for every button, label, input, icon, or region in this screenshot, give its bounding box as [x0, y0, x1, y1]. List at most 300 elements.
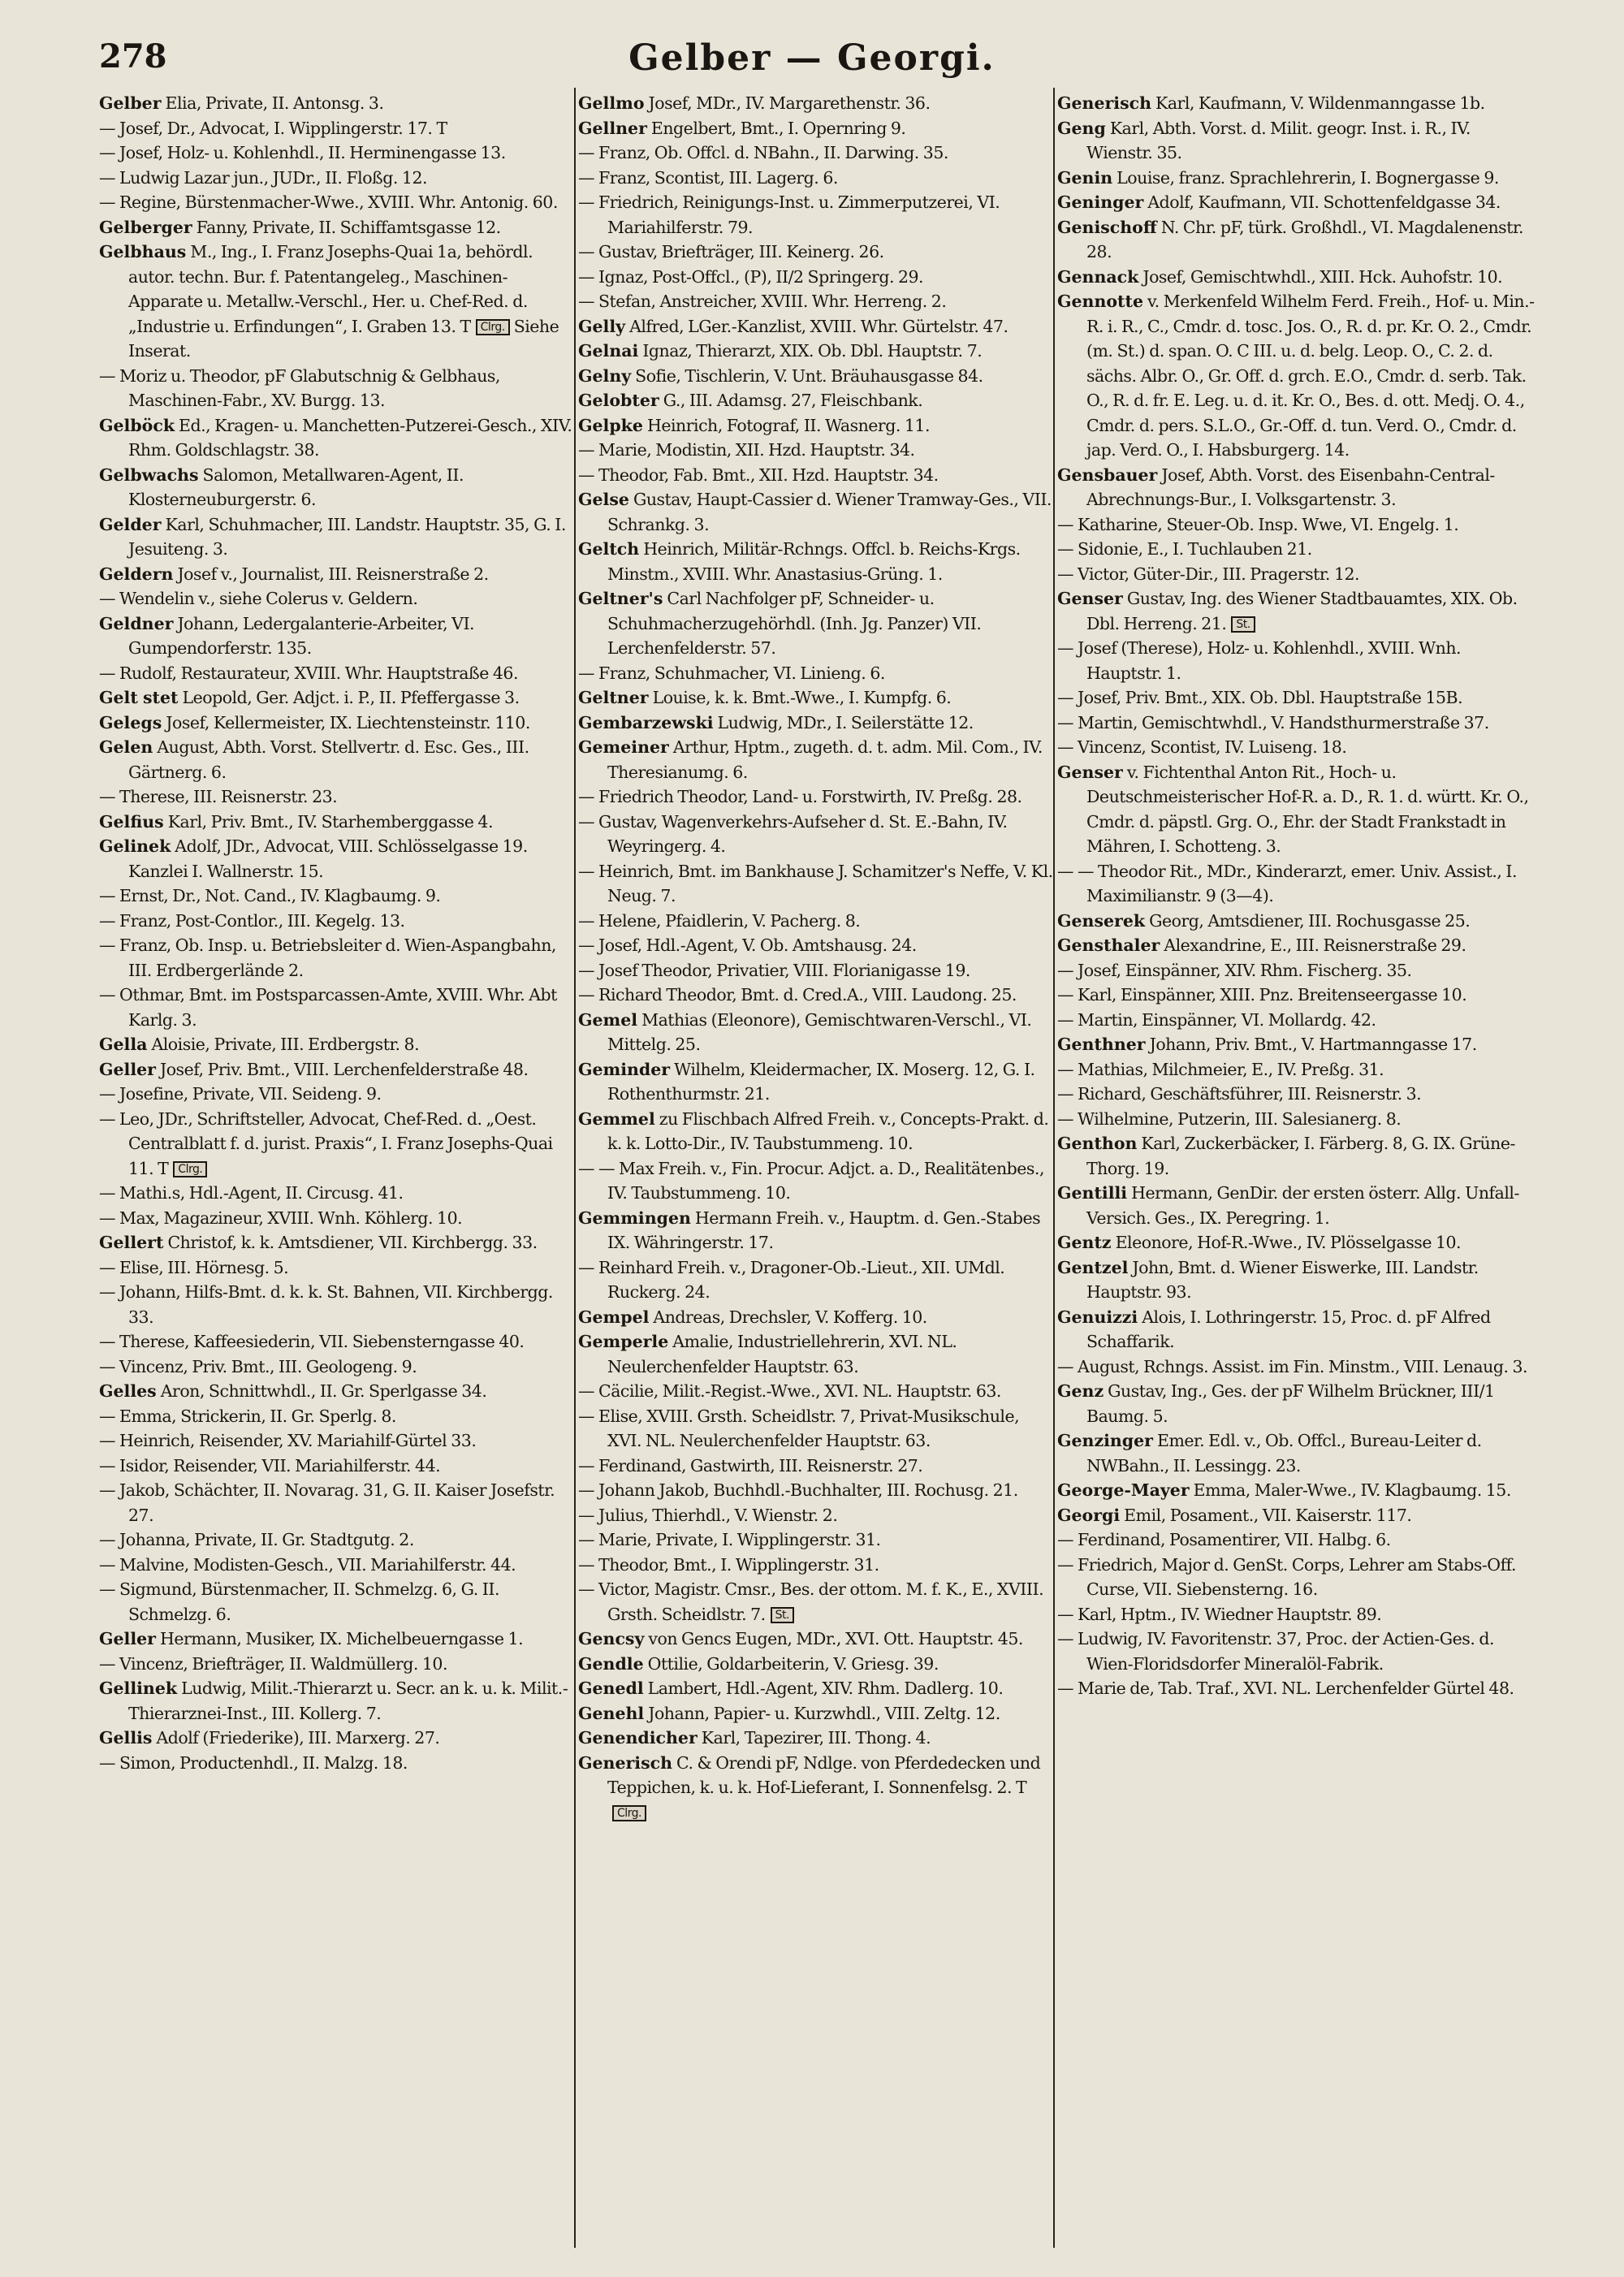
entry-details: Gustav, Haupt-Cassier d. Wiener Tramway-Ges., VII. Schrankg. 3. [607, 490, 1052, 534]
entry-surname: Gelinek [99, 836, 171, 856]
entry-details: — Josef, Einspänner, XIV. Rhm. Fischerg. 35. [1057, 960, 1412, 980]
entry-surname: Gentilli [1057, 1183, 1128, 1203]
entry-details: — Wendelin v., siehe Colerus v. Geldern. [99, 589, 418, 608]
directory-entry [99, 711, 578, 736]
directory-entry [578, 487, 1057, 537]
directory-entry [1057, 289, 1536, 463]
entry-details: — Johanna, Private, II. Gr. Stadtgutg. 2. [99, 1530, 414, 1549]
entry-details: Karl, Tapezirer, III. Thong. 4. [697, 1728, 931, 1748]
entry-details: — Josef, Holz- u. Kohlenhdl., II. Herminengasse 13. [99, 143, 506, 162]
directory-entry [1057, 91, 1536, 116]
entry-details: — Karl, Einspänner, XIII. Pnz. Breitenseergasse 10. [1057, 985, 1467, 1005]
entry-details: — Mathias, Milchmeier, E., IV. Preßg. 31. [1057, 1059, 1384, 1079]
entry-details: — Therese, Kaffeesiederin, VII. Siebensterngasse 40. [99, 1332, 525, 1351]
entry-details: — Victor, Magistr. Cmsr., Bes. der ottom. M. f. K., E., XVIII. Grsth. Scheidlstr. 7. [578, 1579, 1044, 1624]
entry-details: — Moriz u. Theodor, pF Glabutschnig & Gelbhaus, Maschinen-Fabr., XV. Burgg. 13. [99, 365, 500, 410]
entry-note: Siehe Inserat. [128, 316, 559, 361]
entry-surname: Gelpke [578, 415, 643, 435]
entry-details: — Reinhard Freih. v., Dragoner-Ob.-Lieut., XII. UMdl. Ruckerg. 24. [578, 1257, 1005, 1302]
directory-entry [99, 909, 578, 934]
entry-surname: Genser [1057, 762, 1123, 782]
entry-details: — Richard, Geschäftsführer, III. Reisnerstr. 3. [1057, 1084, 1422, 1104]
directory-entry [99, 1280, 578, 1329]
directory-entry [578, 685, 1057, 711]
directory-entry [1057, 1478, 1536, 1503]
entry-details: zu Flischbach Alfred Freih. v., Concepts-Prakt. d. k. k. Lotto-Dir., IV. Taubstummeng. 10. [607, 1108, 1049, 1153]
directory-entry [99, 1255, 578, 1281]
directory-entry [578, 364, 1057, 389]
entry-badge: St. [771, 1607, 794, 1623]
directory-entry [578, 265, 1057, 290]
entry-details: — Julius, Thierhdl., V. Wienstr. 2. [578, 1505, 838, 1525]
directory-entry [578, 388, 1057, 413]
entry-details: — Josef, Hdl.-Agent, V. Ob. Amtshausg. 24. [578, 935, 917, 955]
entry-details: Karl, Abth. Vorst. d. Milit. geogr. Inst. i. R., IV. Wienstr. 35. [1086, 118, 1471, 162]
entry-details: — — Theodor Rit., MDr., Kinderarzt, emer. Univ. Assist., I. Maximilianstr. 9 (3—4). [1057, 861, 1518, 905]
directory-entry [578, 140, 1057, 166]
entry-details: — Josefine, Private, VII. Seideng. 9. [99, 1084, 382, 1104]
entry-details: Karl, Zuckerbäcker, I. Färberg. 8, G. IX. Grüne-Thorg. 19. [1086, 1134, 1515, 1178]
entry-details: Josef, MDr., IV. Margarethenstr. 36. [644, 93, 931, 113]
directory-entry [1057, 1181, 1536, 1230]
directory-entry [578, 1726, 1057, 1751]
directory-entry [99, 1230, 578, 1255]
entry-surname: Gentzel [1057, 1257, 1129, 1277]
entry-badge: St. [1231, 616, 1255, 633]
entry-surname: Geninger [1057, 192, 1144, 212]
entry-surname: Genin [1057, 167, 1113, 188]
directory-entry [99, 611, 578, 661]
directory-entry [99, 116, 578, 141]
entry-details: Arthur, Hptm., zugeth. d. t. adm. Mil. Com., IV. Theresianumg. 6. [607, 737, 1043, 782]
directory-entry [578, 933, 1057, 958]
directory-entry [578, 958, 1057, 983]
directory-entry [578, 586, 1057, 661]
directory-entry [99, 1206, 578, 1231]
directory-entry [578, 1454, 1057, 1479]
directory-entry [578, 1553, 1057, 1578]
entry-surname: Gemmel [578, 1108, 655, 1129]
directory-entry [99, 1379, 578, 1404]
entry-details: — Emma, Strickerin, II. Gr. Sperlg. 8. [99, 1406, 396, 1426]
entry-details: Sofie, Tischlerin, V. Unt. Bräuhausgasse 84. [631, 365, 983, 386]
directory-entry [578, 1305, 1057, 1330]
entry-details: Alexandrine, E., III. Reisnerstraße 29. [1160, 935, 1466, 955]
entry-surname: Gelen [99, 737, 153, 757]
directory-entry [578, 1156, 1057, 1206]
directory-entry [578, 1527, 1057, 1553]
entry-details: Ottilie, Goldarbeiterin, V. Griesg. 39. [643, 1653, 939, 1674]
entry-surname: Gennack [1057, 266, 1139, 287]
entry-details: Adolf, Kaufmann, VII. Schottenfeldgasse 34. [1143, 192, 1501, 212]
directory-entry [99, 512, 578, 562]
entry-details: — Malvine, Modisten-Gesch., VII. Mariahilferstr. 44. [99, 1554, 516, 1575]
entry-details: Amalie, Industriellehrerin, XVI. NL. Neulerchenfelder Hauptstr. 63. [607, 1332, 957, 1376]
directory-entry [1057, 1503, 1536, 1528]
entry-surname: Gellner [578, 118, 647, 138]
entry-details: — Vincenz, Priv. Bmt., III. Geologeng. 9. [99, 1356, 417, 1376]
entry-surname: Gelegs [99, 712, 162, 732]
entry-details: — Othmar, Bmt. im Postsparcassen-Amte, XVIII. Whr. Abt Karlg. 3. [99, 985, 557, 1030]
directory-entry [1057, 1008, 1536, 1033]
entry-surname: Geltner [578, 688, 649, 707]
entry-surname: Genehl [578, 1703, 645, 1723]
entry-details: Louise, k. k. Bmt.-Wwe., I. Kumpfg. 6. [648, 688, 952, 707]
entry-details: — August, Rchngs. Assist. im Fin. Minstm., VIII. Lenaug. 3. [1057, 1356, 1528, 1376]
directory-entry [1057, 1602, 1536, 1627]
directory-entry [1057, 1527, 1536, 1553]
directory-entry [99, 463, 578, 512]
entry-details: Hermann, GenDir. der ersten österr. Allg. Unfall-Versich. Ges., IX. Peregring. 1. [1086, 1183, 1519, 1228]
directory-entry [1057, 760, 1536, 859]
entry-details: Wilhelm, Kleidermacher, IX. Moserg. 12, G. I. Rothenthurmstr. 21. [607, 1059, 1035, 1104]
entry-details: Mathias (Eleonore), Gemischtwaren-Verschl., VI. Mittelg. 25. [607, 1009, 1032, 1054]
entry-details: Ludwig, MDr., I. Seilerstätte 12. [713, 712, 974, 732]
entry-details: Hermann Freih. v., Hauptm. d. Gen.-Stabes IX. Währingerstr. 17. [607, 1208, 1041, 1252]
entry-details: — Josef, Priv. Bmt., XIX. Ob. Dbl. Hauptstraße 15B. [1057, 688, 1463, 707]
entry-surname: Gelt stet [99, 688, 179, 707]
entry-surname: Gemeiner [578, 737, 669, 757]
directory-entry [578, 1057, 1057, 1107]
entry-details: Hermann, Musiker, IX. Michelbeuerngasse 1. [155, 1629, 524, 1648]
directory-entry [578, 91, 1057, 116]
entry-details: — Isidor, Reisender, VII. Mariahilferstr. 44. [99, 1455, 441, 1476]
entry-badge: Clrg. [173, 1161, 207, 1177]
entry-details: Josef v., Journalist, III. Reisnerstraße 2. [173, 564, 489, 584]
directory-entry [578, 1652, 1057, 1677]
entry-details: — Gustav, Briefträger, III. Keinerg. 26. [578, 242, 884, 261]
directory-entry [578, 1577, 1057, 1627]
directory-entry [99, 1652, 578, 1677]
entry-details: Salomon, Metallwaren-Agent, II. Klosterneuburgerstr. 6. [128, 464, 464, 509]
entry-details: Karl, Kaufmann, V. Wildenmanngasse 1b. [1151, 93, 1485, 113]
entry-surname: Gelbwachs [99, 464, 199, 485]
entry-surname: Gelobter [578, 391, 659, 410]
entry-details: — Heinrich, Bmt. im Bankhause J. Schamitzer's Neffe, V. Kl. Neug. 7. [578, 861, 1053, 905]
entry-details: Georg, Amtsdiener, III. Rochusgasse 25. [1145, 910, 1471, 931]
directory-entry [578, 1478, 1057, 1503]
entry-details: — Mathi.s, Hdl.-Agent, II. Circusg. 41. [99, 1183, 404, 1203]
entry-surname: George-Mayer [1057, 1480, 1190, 1500]
directory-entry [99, 983, 578, 1032]
entry-details: — Vincenz, Scontist, IV. Luiseng. 18. [1057, 737, 1347, 757]
directory-entry [578, 784, 1057, 810]
directory-entry [99, 784, 578, 810]
entry-details: Ed., Kragen- u. Manchetten-Putzerei-Gesch., XIV. Rhm. Goldschlagstr. 38. [128, 415, 572, 460]
directory-entry [99, 215, 578, 240]
entry-details: — Sigmund, Bürstenmacher, II. Schmelzg. 6, G. II. Schmelzg. 6. [99, 1579, 499, 1624]
entry-badge: Clrg. [612, 1805, 646, 1821]
directory-entry [1057, 685, 1536, 711]
entry-details: — Elise, III. Hörnesg. 5. [99, 1257, 289, 1277]
entry-details: — Friedrich, Major d. GenSt. Corps, Lehrer am Stabs-Off. Curse, VII. Siebensterng. 16. [1057, 1554, 1517, 1599]
entry-details: Gustav, Ing. des Wiener Stadtbauamtes, XIX. Ob. Dbl. Herreng. 21. [1086, 589, 1518, 633]
directory-entry [578, 909, 1057, 934]
directory-entry [99, 586, 578, 611]
directory-entry [99, 1553, 578, 1578]
entry-details: M., Ing., I. Franz Josephs-Quai 1a, behördl. autor. techn. Bur. f. Patentangeleg., Maschinen-Apparate u. Metallw.-Verschl., Her. u. Chef-Red. d. „Industrie u. Erfindungen“, I. Graben 13. T [128, 242, 533, 336]
directory-entry [99, 91, 578, 116]
entry-surname: Gelberger [99, 217, 192, 237]
column-2 [578, 91, 1057, 1825]
entry-details: Elia, Private, II. Antonsg. 3. [161, 93, 384, 113]
entry-surname: Gelly [578, 316, 626, 336]
directory-entry [1057, 586, 1536, 636]
directory-entry [1057, 190, 1536, 215]
entry-details: — Friedrich, Reinigungs-Inst. u. Zimmerputzerei, VI. Mariahilferstr. 79. [578, 192, 1000, 237]
directory-entry [1057, 562, 1536, 587]
directory-entry [99, 933, 578, 983]
entry-surname: Gembarzewski [578, 712, 714, 732]
directory-entry [1057, 1553, 1536, 1602]
entry-details: — Marie, Private, I. Wipplingerstr. 31. [578, 1530, 881, 1549]
directory-entry [1057, 116, 1536, 166]
directory-entry [1057, 1032, 1536, 1057]
directory-entry [99, 810, 578, 835]
entry-details: Alois, I. Lothringerstr. 15, Proc. d. pF Alfred Schaffarik. [1086, 1307, 1491, 1351]
entry-details: — Franz, Scontist, III. Lagerg. 6. [578, 167, 838, 188]
directory-entry [578, 166, 1057, 191]
entry-details: Fanny, Private, II. Schiffamtsgasse 12. [192, 217, 501, 237]
entry-surname: Gelber [99, 93, 162, 113]
entry-details: — Ludwig, IV. Favoritenstr. 37, Proc. der Actien-Ges. d. Wien-Floridsdorfer Mineralöl-Fabrik. [1057, 1629, 1494, 1674]
entry-surname: Georgi [1057, 1505, 1121, 1525]
entry-details: — Franz, Post-Contlor., III. Kegelg. 13. [99, 910, 405, 931]
entry-details: — Gustav, Wagenverkehrs-Aufseher d. St. E.-Bahn, IV. Weyringerg. 4. [578, 811, 1008, 856]
entry-details: Louise, franz. Sprachlehrerin, I. Bognergasse 9. [1112, 167, 1499, 188]
directory-entry [1057, 1627, 1536, 1676]
entry-surname: Gelböck [99, 415, 175, 435]
entry-surname: Genserek [1057, 910, 1146, 931]
entry-details: Carl Nachfolger pF, Schneider- u. Schuhmacherzugehörhdl. (Inh. Jg. Panzer) VII. Lerchenfelderstr. 57. [607, 589, 982, 658]
directory-entry [578, 810, 1057, 859]
directory-entry [1057, 1057, 1536, 1082]
directory-entry [578, 1701, 1057, 1726]
entry-details: — Regine, Bürstenmacher-Wwe., XVIII. Whr. Antonig. 60. [99, 192, 558, 212]
entry-surname: Generisch [1057, 93, 1152, 113]
directory-entry [99, 166, 578, 191]
entry-details: — Ernst, Dr., Not. Cand., IV. Klagbaumg. 9. [99, 886, 441, 905]
directory-entry [99, 1627, 578, 1652]
entry-details: Aloisie, Private, III. Erdbergstr. 8. [147, 1035, 420, 1054]
entry-surname: Gella [99, 1035, 148, 1054]
entry-details: — Johann, Hilfs-Bmt. d. k. k. St. Bahnen, VII. Kirchbergg. 33. [99, 1282, 553, 1327]
entry-details: — Simon, Productenhdl., II. Malzg. 18. [99, 1752, 408, 1773]
entry-details: — Ferdinand, Posamentirer, VII. Halbg. 6. [1057, 1530, 1391, 1549]
entry-details: C. & Orendi pF, Ndlge. von Pferdedecken und Teppichen, k. u. k. Hof-Lieferant, I. Sonnenfelsg. 2. T [607, 1752, 1041, 1797]
entry-details: — Elise, XVIII. Grsth. Scheidlstr. 7, Privat-Musikschule, XVI. NL. Neulerchenfelder Hauptstr. 63. [578, 1406, 1020, 1450]
entry-details: — Wilhelmine, Putzerin, III. Salesianerg. 8. [1057, 1108, 1402, 1129]
entry-badge: Clrg. [476, 319, 510, 335]
directory-entry [99, 1454, 578, 1479]
entry-details: Aron, Schnittwhdl., II. Gr. Sperlgasse 34. [156, 1381, 487, 1401]
entry-details: — Ludwig Lazar jun., JUDr., II. Floßg. 12. [99, 167, 428, 188]
entry-details: — Rudolf, Restaurateur, XVIII. Whr. Hauptstraße 46. [99, 663, 518, 683]
entry-surname: Gelder [99, 514, 162, 534]
directory-entry [578, 413, 1057, 439]
directory-entry [99, 834, 578, 884]
entry-details: G., III. Adamsg. 27, Fleischbank. [659, 391, 923, 410]
entry-surname: Genthner [1057, 1035, 1146, 1054]
directory-entry [1057, 1379, 1536, 1428]
directory-entry [1057, 1082, 1536, 1107]
directory-entry [99, 1329, 578, 1355]
entry-surname: Gellis [99, 1728, 153, 1748]
entry-surname: Gellinek [99, 1679, 178, 1698]
entry-surname: Genendicher [578, 1728, 698, 1748]
directory-entry [99, 1751, 578, 1776]
directory-entry [578, 1676, 1057, 1701]
directory-entry [99, 1404, 578, 1429]
entry-surname: Geldern [99, 564, 174, 584]
entry-surname: Genzinger [1057, 1431, 1153, 1450]
entry-surname: Genser [1057, 589, 1123, 608]
entry-surname: Gensthaler [1057, 935, 1160, 955]
entry-details: — Karl, Hptm., IV. Wiedner Hauptstr. 89. [1057, 1604, 1382, 1624]
entry-details: Adolf (Friederike), III. Marxerg. 27. [152, 1728, 440, 1748]
entry-details: Lambert, Hdl.-Agent, XIV. Rhm. Dadlerg. 10. [643, 1679, 1004, 1698]
directory-entry [578, 735, 1057, 784]
directory-entry [578, 339, 1057, 364]
entry-details: — Franz, Ob. Insp. u. Betriebsleiter d. Wien-Aspangbahn, III. Erdbergerlände 2. [99, 935, 556, 980]
entry-details: Andreas, Drechsler, V. Kofferg. 10. [649, 1307, 927, 1327]
directory-entry [578, 438, 1057, 463]
entry-surname: Geller [99, 1059, 156, 1079]
directory-entry [578, 289, 1057, 314]
entry-details: — Richard Theodor, Bmt. d. Cred.A., VIII. Laudong. 25. [578, 985, 1017, 1005]
entry-details: Emil, Posament., VII. Kaiserstr. 117. [1120, 1505, 1412, 1525]
entry-surname: Genischoff [1057, 217, 1157, 237]
entry-surname: Geller [99, 1629, 156, 1648]
entry-details: — Ferdinand, Gastwirth, III. Reisnerstr. 27. [578, 1455, 923, 1476]
entry-surname: Genz [1057, 1381, 1104, 1401]
directory-entry [99, 1082, 578, 1107]
entry-details: — Jakob, Schächter, II. Novarag. 31, G. II. Kaiser Josefstr. 27. [99, 1480, 555, 1525]
directory-entry [578, 537, 1057, 586]
directory-entry [99, 1057, 578, 1082]
directory-entry [578, 859, 1057, 909]
entry-surname: Geltch [578, 539, 640, 559]
entry-details: Ludwig, Milit.-Thierarzt u. Secr. an k. u. k. Milit.-Thierarznei-Inst., III. Kollerg. 7. [128, 1679, 568, 1723]
entry-details: Emma, Maler-Wwe., IV. Klagbaumg. 15. [1189, 1480, 1511, 1500]
entry-details: — Friedrich Theodor, Land- u. Forstwirth, IV. Preßg. 28. [578, 787, 1022, 806]
entry-details: August, Abth. Vorst. Stellvertr. d. Esc. Ges., III. Gärtnerg. 6. [128, 737, 529, 782]
entry-details: N. Chr. pF, türk. Großhdl., VI. Magdalenenstr. 28. [1086, 217, 1524, 261]
entry-details: — Marie de, Tab. Traf., XVI. NL. Lerchenfelder Gürtel 48. [1057, 1679, 1514, 1698]
directory-entry [99, 661, 578, 686]
directory-entry [578, 1008, 1057, 1057]
entry-details: Leopold, Ger. Adjct. i. P., II. Pfeffergasse 3. [178, 688, 520, 707]
directory-entry [1057, 166, 1536, 191]
entry-details: — Johann Jakob, Buchhdl.-Buchhalter, III. Rochusg. 21. [578, 1480, 1018, 1500]
directory-entry [99, 140, 578, 166]
directory-entry [1057, 1305, 1536, 1355]
entry-details: von Gencs Eugen, MDr., XVI. Ott. Hauptstr. 45. [644, 1629, 1023, 1648]
entry-details: Josef, Abth. Vorst. des Eisenbahn-Central-Abrechnungs-Bur., I. Volksgartenstr. 3. [1086, 464, 1495, 509]
column-3 [1057, 91, 1536, 1701]
directory-entry [578, 116, 1057, 141]
entry-details: Johann, Priv. Bmt., V. Hartmanngasse 17. [1145, 1035, 1477, 1054]
directory-entry [1057, 1107, 1536, 1132]
page-title: Gelber — Georgi. [628, 37, 996, 79]
entry-surname: Gelbhaus [99, 242, 187, 261]
entry-surname: Gelse [578, 490, 629, 509]
entry-details: — Katharine, Steuer-Ob. Insp. Wwe, VI. Engelg. 1. [1057, 514, 1459, 534]
entry-surname: Gelnai [578, 341, 639, 361]
entry-surname: Generisch [578, 1752, 673, 1773]
entry-details: — Martin, Gemischtwhdl., V. Handsthurmerstraße 37. [1057, 712, 1489, 732]
directory-entry [578, 1329, 1057, 1379]
directory-entry [99, 1428, 578, 1454]
entry-details: Johann, Ledergalanterie-Arbeiter, VI. Gumpendorferstr. 135. [128, 613, 475, 658]
entry-details: Josef, Gemischtwhdl., XIII. Hck. Auhofstr. 10. [1138, 266, 1503, 287]
directory-entry [1057, 537, 1536, 562]
entry-details: — Theodor, Fab. Bmt., XII. Hzd. Hauptstr. 34. [578, 464, 939, 485]
entry-details: Adolf, JDr., Advocat, VIII. Schlösselgasse 19. Kanzlei I. Wallnerstr. 15. [128, 836, 528, 881]
entry-surname: Gellert [99, 1233, 164, 1252]
directory-entry [578, 190, 1057, 240]
directory-entry [1057, 859, 1536, 909]
directory-entry [578, 314, 1057, 339]
entry-details: — Cäcilie, Milit.-Regist.-Wwe., XVI. NL. Hauptstr. 63. [578, 1381, 1001, 1401]
directory-entry [99, 884, 578, 909]
column-1 [99, 91, 578, 1775]
directory-entry [1057, 1230, 1536, 1255]
entry-surname: Gelles [99, 1381, 157, 1401]
directory-entry [578, 1751, 1057, 1825]
entry-details: — Josef (Therese), Holz- u. Kohlenhdl., XVIII. Wnh. Hauptstr. 1. [1057, 638, 1462, 683]
entry-details: — Heinrich, Reisender, XV. Mariahilf-Gürtel 33. [99, 1431, 477, 1450]
entry-details: John, Bmt. d. Wiener Eiswerke, III. Landstr. Hauptstr. 93. [1086, 1257, 1479, 1302]
directory-entry [578, 983, 1057, 1008]
entry-surname: Gemel [578, 1009, 638, 1030]
entry-surname: Geminder [578, 1059, 671, 1079]
directory-entry [99, 735, 578, 784]
directory-entry [99, 562, 578, 587]
entry-details: — Stefan, Anstreicher, XVIII. Whr. Herreng. 2. [578, 292, 947, 311]
entry-details: — Vincenz, Briefträger, II. Waldmüllerg. 10. [99, 1653, 447, 1674]
entry-details: — Josef Theodor, Privatier, VIII. Florianigasse 19. [578, 960, 970, 980]
directory-entry [99, 364, 578, 413]
entry-details: Heinrich, Militär-Rchngs. Offcl. b. Reichs-Krgs. Minstm., XVIII. Whr. Anastasius-Grüng. 1. [607, 539, 1021, 584]
entry-surname: Gentz [1057, 1233, 1112, 1252]
entry-details: — Martin, Einspänner, VI. Mollardg. 42. [1057, 1009, 1376, 1030]
directory-entry [99, 190, 578, 215]
entry-surname: Gemmingen [578, 1208, 691, 1228]
directory-entry [1057, 958, 1536, 983]
entry-surname: Gelny [578, 365, 632, 386]
directory-entry [1057, 1355, 1536, 1380]
entry-details: — Franz, Schuhmacher, VI. Linieng. 6. [578, 663, 885, 683]
directory-entry [1057, 1131, 1536, 1181]
directory-entry [578, 463, 1057, 488]
entry-details: — Josef, Dr., Advocat, I. Wipplingerstr. 17. T [99, 118, 447, 138]
directory-entry [1057, 983, 1536, 1008]
entry-details: Heinrich, Fotograf, II. Wasnerg. 11. [642, 415, 930, 435]
entry-details: — Max, Magazineur, XVIII. Wnh. Köhlerg. 10. [99, 1208, 463, 1228]
directory-entry [99, 1577, 578, 1627]
entry-surname: Gellmo [578, 93, 645, 113]
entry-surname: Gencsy [578, 1629, 645, 1648]
directory-entry [578, 1379, 1057, 1404]
entry-surname: Geltner's [578, 589, 663, 608]
directory-entry [99, 1726, 578, 1751]
entry-details: Gustav, Ing., Ges. der pF Wilhelm Brückner, III/1 Baumg. 5. [1086, 1381, 1495, 1426]
directory-entry [1057, 463, 1536, 512]
entry-surname: Genthon [1057, 1134, 1138, 1153]
directory-entry [578, 1206, 1057, 1255]
entry-details: Josef, Priv. Bmt., VIII. Lerchenfelderstraße 48. [155, 1059, 529, 1079]
